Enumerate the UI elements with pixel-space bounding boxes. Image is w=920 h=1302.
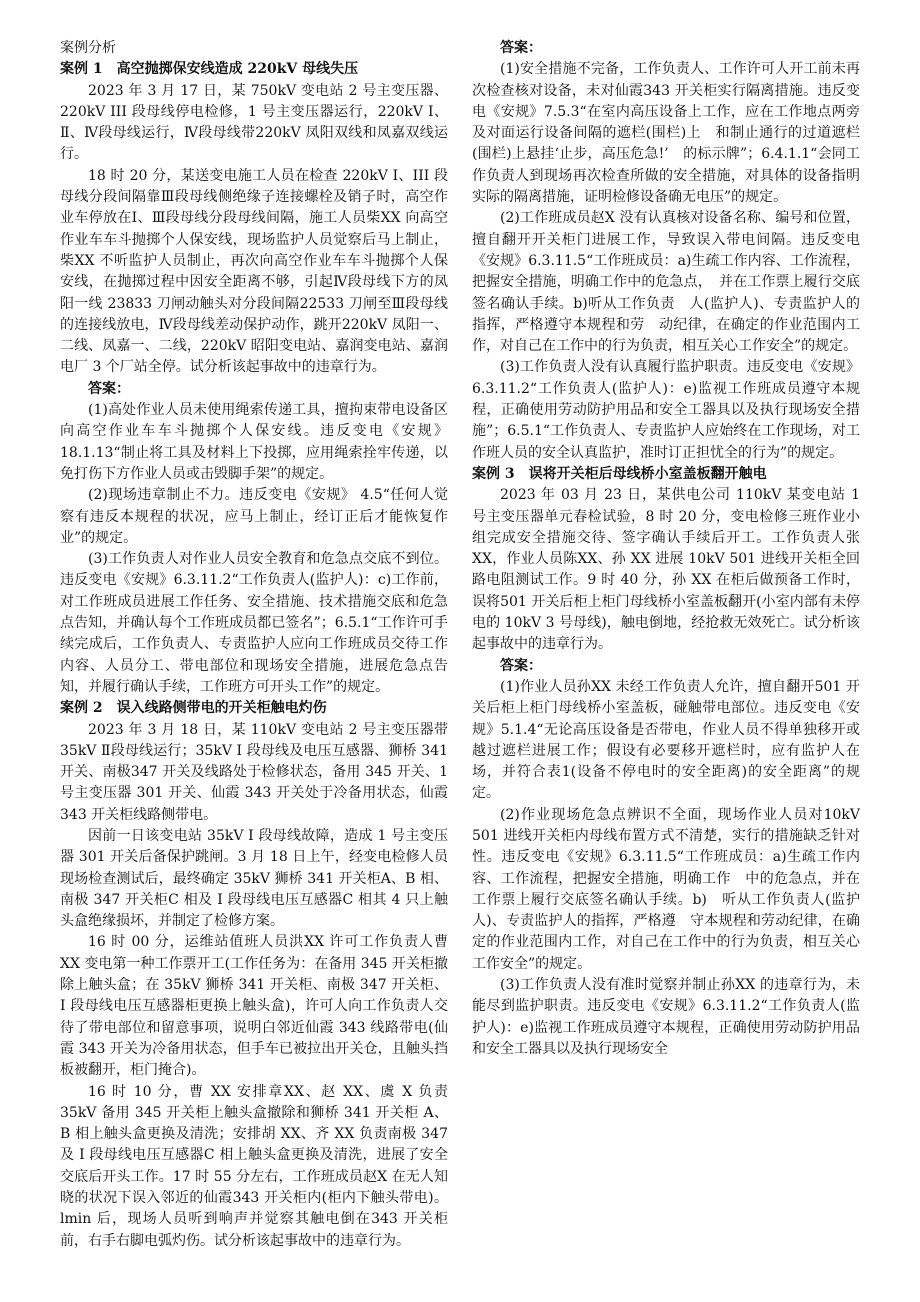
case2-para-3: 16 时 00 分，运维站值班人员洪XX 许可工作负责人曹 XX 变电第一种工作票开工(工作任务为：在备用 345 开关柜撤除上触头盒；在 35kV 狮桥 341 开关柜、南极 347 开关柜、I 段母线电压互感器柜更换上触头盒)，许可人向工作负责人交待了带电部位和留意事项，说明白邻近仙霞 343 线路带电(仙霞 343 开关为冷备用状态，但手车已被拉出开关仓，且触头挡板被翻开，柜门掩合)。 [60, 934, 462, 1079]
case2-para-2: 因前一日该变电站 35kV I 段母线故障，造成 1 号主变压器 301 开关后备保护跳闸。3 月 18 日上午，经变电检修人员现场检查测试后，最终确定 35kV 狮桥 341 开关柜A、B 相、南极 347 开关柜C 相及 I 段母线电压互感器C 相其 4 只上触头盒绝缘损坏，并制定了检修方案。 [60, 827, 448, 930]
left-column [60, 38, 462, 1252]
case3-answer-label: 答案： [500, 657, 542, 674]
case1-title: 案例 1 高空抛掷保安线造成 220kV 母线失压 [60, 61, 359, 78]
case3-answer-1: (1)作业人员孙XX 未经工作负责人允许，擅自翻开501 开关后柜上柜门母线桥小室盖板，碰触带电部位。违反变电《安规》5.1.4“无论高压设备是否带电，作业人员不得单独移开或越过遮栏进展工作；假设有必要移开遮栏时，应有监护人在场，并符合表1(设备不停电时的安全距离)的安全距离”的规定。 [472, 678, 860, 802]
case1-answer-1: (1)高处作业人员未使用绳索传递工具，擅拘束带电设备区向高空作业车车斗抛掷个人保安线。违反变电《安规》18.1.13“制止将工具及材料上下投掷，应用绳索拴牢传递，以免打伤下方作业人员或击毁脚手架”的规定。 [60, 402, 448, 482]
case1-answer-3: (3)工作负责人对作业人员安全教育和危急点交底不到位。违反变电《安规》6.3.11.2“工作负责人(监护人)：c)工作前，对工作班成员进展工作任务、安全措施、技术措施交底和危急点告知，并确认每个工作班成员都已签名”；6.5.1“工作许可手续完成后，工作负责人、专责监护人应向工作班成员交待工作内容、人员分工、带电部位和现场安全措施，进展危急点告知，并履行确认手续，工作班方可开头工作”的规定。 [60, 551, 448, 695]
case1-para-1: 2023 年 3 月 17 日，某 750kV 变电站 2 号主变压器、220kV III 段母线停电检修，1 号主变压器运行，220kV Ⅰ、Ⅱ、Ⅳ段母线运行，Ⅳ段母线带220kV 凤阳双线和凤嘉双线运行。 [60, 82, 448, 163]
case2-answer-2: (2)工作班成员赵X 没有认真核对设备名称、编号和位置，擅自翻开开关柜门进展工作，导致误入带电间隔。违反变电《安规》6.3.11.5“工作班成员：a)生疏工作内容、工作流程，把握安全措施，明确工作中的危急点， 并在工作票上履行交底签名确认手续。b)听从工作负责 人(监护人)、专责监护人的指挥，严格遵守本规程和劳 动纪律，在确定的作业范围内工作，对自己在工作中的行为负责，相互关心工作安全”的规定。 [472, 210, 860, 355]
case3-title: 案例 3 误将开关柜后母线桥小室盖板翻开触电 [472, 465, 767, 482]
document-page [60, 38, 860, 1288]
case1-para-2: 18 时 20 分，某送变电施工人员在检查 220kV I、III 段母线分段间隔靠Ⅲ段母线侧绝缘子连接螺栓及销子时，高空作业车停放在Ⅰ、Ⅲ段母线分段母线间隔，施工人员柴XX 向高空作业车车斗抛掷个人保安线，现场监护人员觉察后马上制止，柴XX 不听监护人员制止，再次向高空作业车车斗抛掷个人保安线，在抛掷过程中因安全距离不够，引起Ⅳ段母线下方的凤阳一线 23833 刀闸动触头对分段间隔22533 刀闸至Ⅲ段母线的连接线放电，Ⅳ段母线差动保护动作，跳开220kV 凤阳一、二线、凤嘉一、二线，220kV 昭阳变电站、嘉润变电站、嘉润电厂 3 个厂站全停。试分析该起事故中的违章行为。 [60, 167, 448, 376]
case2-answer-label: 答案： [500, 40, 542, 56]
case3-answer-3: (3)工作负责人没有准时觉察并制止孙XX 的违章行为，未能尽到监护职责。违反变电《安规》6.3.11.2“工作负责人(监护人)：e)监视工作班成员遵守本规程，正确使用劳动防护用品和安全工器具以及执行现场安全 [472, 977, 860, 1057]
case1-answer-2: (2)现场违章制止不力。违反变电《安规》 4.5“任何人觉察有违反本规程的状况，应马上制止，经订正后才能恢复作业”的规定。 [60, 487, 448, 546]
doc-title: 案例分析 [60, 40, 116, 56]
case3-answer-2: (2)作业现场危急点辨识不全面，现场作业人员对10kV 501 进线开关柜内母线布置方式不清楚，实行的措施缺乏针对性。违反变电《安规》6.3.11.5“工作班成员：a)生疏工作内容、工作流程，把握安全措施，明确工作 中的危急点，并在工作票上履行交底签名确认手续。b) 听从工作负责人(监护人)、专责监护人的指挥，严格遵 守本规程和劳动纪律，在确定的作业范围内工作，对自己在工作中的行为负责，相互关心工作安全”的规定。 [472, 806, 860, 972]
case2-para-1: 2023 年 3 月 18 日，某 110kV 变电站 2 号主变压器带 35kV Ⅱ段母线运行；35kV I 段母线及电压互感器、狮桥 341 开关、南极347 开关及线路处于检修状态，备用 345 开关、1 号主变压器 301 开关、仙霞 343 开关处于冷备用状态，仙霞 343 开关柜线路侧带电。 [60, 721, 448, 823]
case1-answer-label: 答案： [88, 380, 130, 397]
case2-answer-3: (3)工作负责人没有认真履行监护职责。违反变电《安规》6.3.11.2“工作负责人(监护人)：e)监视工作班成员遵守本规程，正确使用劳动防护用品和安全工器具以及执行现场安全措施”；6.5.1“工作负责人、专责监护人应始终在工作现场，对工作班人员的安全认真监护，准时订正担忧全的行为”的规定。 [472, 359, 860, 461]
case2-para-4: 16 时 10 分，曹 XX 安排章XX、赵 XX、虞 X 负责 35kV 备用 345 开关柜上触头盒撤除和狮桥 341 开关柜 A、B 相上触头盒更换及清洗；安排胡 XX、齐 XX 负责南极 347 及 I 段母线电压互感器C 相上触头盒更换及清洗，进展了安全交底后开头工作。17 时 55 分左右，工作班成员赵X 在无人知晓的状况下误入邻近的仙霞343 开关柜内(柜内下触头带电)。lmin 后，现场人员听到响声并觉察其触电倒在343 开关柜前，右手右脚电弧灼伤。试分析该起事故中的违章行为。 [60, 1083, 448, 1249]
case2-answer-1: (1)安全措施不完备，工作负责人、工作许可人开工前未再次检查核对设备，未对仙霞343 开关柜实行隔离措施。违反变电《安规》7.5.3“在室内高压设备上工作，应在工作地点两旁及对面运行设备间隔的遮栏(围栏)上 和制止通行的过道遮栏(围栏)上悬挂‘止步，高压危急!’ 的标示牌”；6.4.1.1“会同工作负责人到现场再次检查所做的安全措施，对具体的设备指明实际的隔离措施，证明检修设备确无电压”的规定。 [472, 61, 860, 206]
case3-para-1: 2023 年 03 月 23 日，某供电公司 110kV 某变电站 1 号主变压器单元春检试验，8 时 20 分，变电检修三班作业小组完成安全措施交待、签字确认手续后开工。工作负责人张 XX，作业人员陈XX、孙 XX 进展 10kV 501 进线开关柜全回路电阻测试工作。9 时 40 分，孙 XX 在柜后做预备工作时，误将501 开关后柜上柜门母线桥小室盖板翻开(小室内部有未停电的 10kV 3 号母线)，触电倒地，经抢救无效死亡。试分析该起事故中的违章行为。 [472, 487, 860, 653]
right-column [472, 38, 860, 1060]
case2-title: 案例 2 误入线路侧带电的开关柜触电灼伤 [60, 700, 327, 717]
